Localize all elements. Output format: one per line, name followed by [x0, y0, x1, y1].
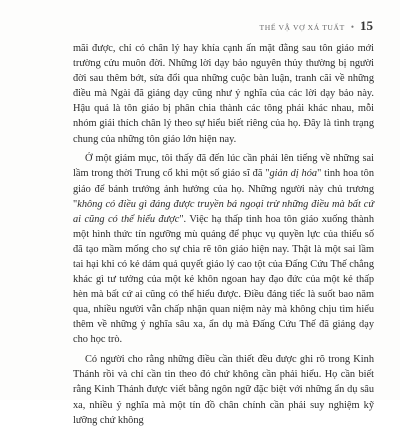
page-number: 15	[360, 18, 373, 33]
paragraph-text: Có người cho rằng những điều cần thiết đều được ghi rõ trong Kinh Thánh rồi và chỉ cần tin theo đó chứ không cần phải hiểu. Họ cần biết rằng Kinh Thánh được viết bằng ngôn ngữ đặc biệt với những ẩn dụ sâu xa, nhiều ý nghĩa mà một tín đồ chân chính cần phải suy nghiệm kỹ lưỡng chứ không	[73, 354, 374, 426]
paragraph-text: mãi được, chỉ có chân lý hay khía cạnh ấn mặt đằng sau tôn giáo mới trường cửu muôn đời. Những lời dạy bảo nguyên thủy thường bị người đời sau thêm bớt, sửa đổi qua những cuộc bàn luận, tranh cãi về những điều mà Ngài đã giảng dạy cũng như ý nghĩa của các lời dạy bảo này. Hậu quả là tôn giáo bị phân chia thành các tông phái khác nhau, mỗi nhóm giải thích chân lý theo sự hiểu biết riêng của họ. Đây là tình trạng chung của những tôn giáo lớn hiện nay.	[73, 43, 374, 145]
paragraph-1	[73, 41, 374, 147]
emphasized-text: không có điều gì đáng được truyền bá ngoại trừ những điều mà bất cứ ai cũng có thể hiểu được	[73, 198, 374, 225]
body-text	[73, 41, 374, 428]
running-header-title: THẾ VẬ VỢ XÁ TUẤT	[259, 23, 345, 32]
emphasized-text: giản dị hóa	[269, 168, 318, 180]
running-header	[260, 18, 373, 34]
running-header-separator: •	[350, 22, 354, 32]
paragraph-3	[73, 352, 374, 427]
paragraph-2	[73, 151, 374, 347]
paragraph-text: ". Việc hạ thấp tinh hoa tôn giáo xuống thành một hình thức tín ngưỡng mù quáng để phục vụ quyền lực của thiểu số đã tạo mầm mống cho sự chia rẽ tôn giáo hiện nay. Thật là một sai lầm tai hại khi có kẻ dám quả quyết giáo lý cao tột của Đấng Cứu Thế chẳng khác gì tư tưởng của một kẻ khôn ngoan hay đạo đức của một kẻ thấp hèn mà bất cứ ai cũng có thể hiểu được. Điều đáng tiếc là suốt bao năm qua, nhiều người vẫn chấp nhận quan niệm này mà không chịu tìm hiểu thêm về những ý nghĩa sâu xa, ẩn dụ mà Đấng Cứu Thế đã giảng dạy cho học trò.	[73, 213, 374, 346]
paragraph-text: Ở một giám mục, tôi thấy đã đến lúc cần phải lên tiếng về những sai lầm trong thời Trung cổ khi một số giáo sĩ đã "	[73, 153, 374, 180]
paragraph-text: " tinh hoa tôn giáo để bảnh trướng ảnh hưởng của họ. Những người này chủ trương "	[73, 168, 374, 210]
